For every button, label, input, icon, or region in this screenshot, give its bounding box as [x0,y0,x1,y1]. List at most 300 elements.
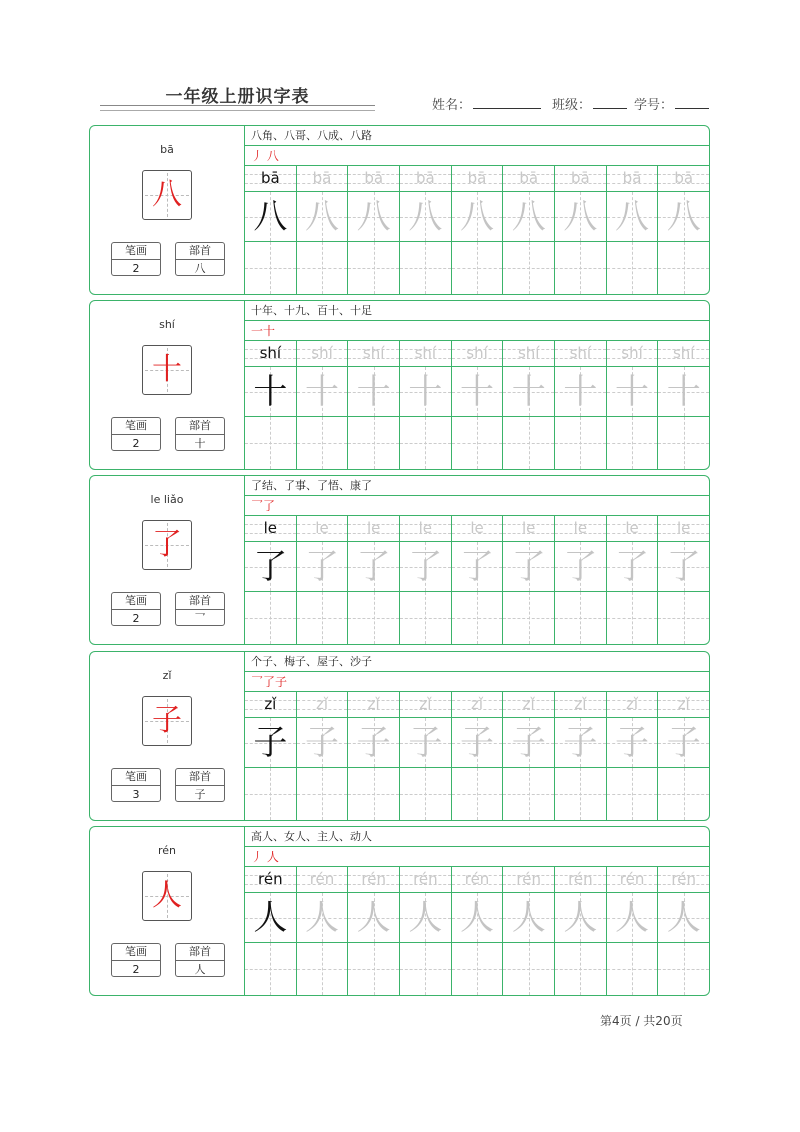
blank-writing-cell[interactable] [503,417,554,469]
practice-cell-trace[interactable] [452,166,504,294]
blank-writing-cell[interactable] [400,417,451,469]
practice-columns [245,692,709,820]
practice-cell-trace[interactable] [297,516,349,644]
pinyin-writing-cell[interactable] [607,341,658,367]
blank-writing-cell[interactable] [555,592,606,644]
blank-writing-cell[interactable] [658,768,709,820]
blank-writing-cell[interactable] [452,417,503,469]
pinyin-text: shí [362,344,385,362]
character-info-panel [90,301,245,469]
practice-cell-trace[interactable] [503,867,555,995]
character-writing-cell[interactable] [607,367,658,417]
pinyin-text: rén [413,870,438,888]
character-writing-cell[interactable] [555,542,606,592]
pinyin-writing-cell[interactable] [607,867,658,893]
name-field[interactable] [432,94,541,113]
blank-writing-cell[interactable] [555,943,606,995]
blank-writing-cell[interactable] [348,592,399,644]
student-id-label: 学号： [634,98,674,113]
page-indicator: 第4页 / 共20页 [600,1014,683,1028]
character-text: 子 [408,722,443,763]
blank-writing-cell[interactable] [348,943,399,995]
pinyin-text: zǐ [264,695,277,713]
practice-cell-trace[interactable] [348,341,400,469]
character-writing-cell[interactable] [348,542,399,592]
character-writing-cell[interactable] [503,893,554,943]
worksheet-header [0,0,800,120]
pinyin-writing-cell[interactable] [297,692,348,718]
character-text: 人 [408,897,443,938]
character-writing-cell[interactable] [503,718,554,768]
pinyin-writing-cell[interactable] [503,867,554,893]
practice-grid [245,301,709,469]
character-writing-cell[interactable] [555,718,606,768]
pinyin-writing-cell[interactable] [607,516,658,542]
blank-writing-cell[interactable] [297,592,348,644]
character-text: 了 [253,546,288,587]
character-text: 子 [356,722,391,763]
character-text: 子 [460,722,495,763]
character-writing-cell[interactable] [658,367,709,417]
blank-writing-cell[interactable] [452,943,503,995]
example-words: 高人、女人、主人、动人 [245,827,709,847]
character-writing-cell[interactable] [297,542,348,592]
pinyin-text: zǐ [419,695,432,713]
practice-cell-trace[interactable] [503,692,555,820]
character-writing-cell[interactable] [245,542,296,592]
character-writing-cell[interactable] [607,542,658,592]
pinyin-writing-cell[interactable] [555,516,606,542]
character-text: 八 [356,196,391,237]
blank-writing-cell[interactable] [503,242,554,294]
pinyin-text: zǐ [522,695,535,713]
blank-writing-cell[interactable] [555,417,606,469]
character-text: 子 [511,722,546,763]
stroke-count-label: 笔画 [112,243,160,260]
character-text: 八 [253,196,288,237]
character-text: 了 [305,546,339,587]
practice-cell-trace[interactable] [503,166,555,294]
character-writing-cell[interactable] [297,718,348,768]
practice-cell-model[interactable] [245,341,297,469]
blank-writing-cell[interactable] [245,943,296,995]
blank-writing-cell[interactable] [607,592,658,644]
pinyin-writing-cell[interactable] [555,867,606,893]
character-display-box [142,170,192,220]
pinyin-text: le [366,519,381,537]
blank-writing-cell[interactable] [400,768,451,820]
character-text: 人 [305,897,339,938]
blank-writing-cell[interactable] [503,943,554,995]
stroke-order: 一十 [245,321,709,341]
student-id-blank[interactable] [675,96,709,109]
practice-cell-trace[interactable] [348,867,400,995]
pinyin-text: rén [671,870,696,888]
character-writing-cell[interactable] [348,367,399,417]
blank-writing-cell[interactable] [297,242,348,294]
pinyin-writing-cell[interactable] [348,341,399,367]
practice-cell-trace[interactable] [607,867,659,995]
pinyin-writing-cell[interactable] [245,341,296,367]
blank-writing-cell[interactable] [503,592,554,644]
practice-cell-trace[interactable] [400,341,452,469]
pinyin-writing-cell[interactable] [297,516,348,542]
pinyin-text: le [418,519,433,537]
practice-cell-trace[interactable] [503,341,555,469]
character-info-panel [90,827,245,995]
stroke-count-box [111,592,161,626]
pinyin-writing-cell[interactable] [245,867,296,893]
pinyin-writing-cell[interactable] [245,516,296,542]
character-writing-cell[interactable] [555,192,606,242]
character-text: 八 [511,196,546,237]
practice-cell-trace[interactable] [555,867,607,995]
name-label: 姓名： [432,98,472,113]
pinyin-text: shí [621,344,643,362]
practice-cell-trace[interactable] [348,692,400,820]
practice-cell-trace[interactable] [297,867,349,995]
character-card [89,475,710,645]
stroke-count-label: 笔画 [112,418,160,435]
practice-cell-trace[interactable] [400,692,452,820]
character-text: 十 [408,371,443,412]
blank-writing-cell[interactable] [452,242,503,294]
pinyin-writing-cell[interactable] [503,166,554,192]
pinyin-text: zǐ [626,695,639,713]
practice-grid [245,652,709,820]
character-writing-cell[interactable] [503,192,554,242]
blank-writing-cell[interactable] [452,592,503,644]
character-text: 十 [511,371,546,412]
blank-writing-cell[interactable] [607,943,658,995]
blank-writing-cell[interactable] [245,592,296,644]
pinyin-writing-cell[interactable] [607,166,658,192]
pinyin-writing-cell[interactable] [658,341,709,367]
blank-writing-cell[interactable] [452,768,503,820]
character-writing-cell[interactable] [607,192,658,242]
blank-writing-cell[interactable] [555,768,606,820]
character-writing-cell[interactable] [245,192,296,242]
character-text: 人 [511,897,546,938]
practice-cell-trace[interactable] [400,867,452,995]
character-text: 十 [253,371,288,412]
pinyin-writing-cell[interactable] [607,692,658,718]
practice-columns [245,867,709,995]
character-writing-cell[interactable] [658,192,709,242]
blank-writing-cell[interactable] [245,242,296,294]
character-writing-cell[interactable] [297,367,348,417]
practice-cell-trace[interactable] [555,341,607,469]
practice-cell-trace[interactable] [297,166,349,294]
stroke-count-label: 笔画 [112,944,160,961]
stroke-count-value: 2 [132,612,140,625]
character-text: 了 [460,546,495,587]
pinyin-writing-cell[interactable] [348,867,399,893]
example-words: 个子、梅子、屋子、沙子 [245,652,709,672]
character-text: 子 [305,722,339,763]
stroke-order: 乛了 [245,496,709,516]
character-writing-cell[interactable] [348,192,399,242]
blank-writing-cell[interactable] [348,768,399,820]
class-field[interactable] [552,94,627,113]
blank-writing-cell[interactable] [503,768,554,820]
pinyin-writing-cell[interactable] [297,867,348,893]
practice-cell-trace[interactable] [555,516,607,644]
pinyin-text: rén [464,870,490,888]
pinyin-writing-cell[interactable] [400,867,451,893]
blank-writing-cell[interactable] [658,943,709,995]
pinyin-writing-cell[interactable] [658,166,709,192]
character-text: 人 [460,897,495,938]
character-writing-cell[interactable] [348,718,399,768]
character-info-panel [90,126,245,294]
radical-label: 部首 [176,593,224,610]
practice-grid [245,126,709,294]
character-writing-cell[interactable] [607,718,658,768]
pinyin-writing-cell[interactable] [297,166,348,192]
practice-cell-trace[interactable] [503,516,555,644]
practice-grid [245,827,709,995]
stroke-count-value: 2 [132,262,140,275]
character-text: 人 [615,897,650,938]
pinyin-text: zǐ [471,695,484,713]
stroke-count-box [111,943,161,977]
character-writing-cell[interactable] [555,893,606,943]
character-card [89,300,710,470]
practice-cell-trace[interactable] [452,867,504,995]
radical-box [175,242,225,276]
pinyin-writing-cell[interactable] [245,692,296,718]
student-id-field[interactable] [634,94,709,113]
character-writing-cell[interactable] [245,367,296,417]
character-writing-cell[interactable] [503,542,554,592]
blank-writing-cell[interactable] [245,768,296,820]
practice-cell-model[interactable] [245,516,297,644]
character-pinyin: shí [159,318,175,331]
pinyin-text: bā [467,169,487,187]
character-writing-cell[interactable] [245,893,296,943]
practice-cell-trace[interactable] [658,692,709,820]
practice-cell-trace[interactable] [607,341,659,469]
blank-writing-cell[interactable] [400,592,451,644]
pinyin-writing-cell[interactable] [658,692,709,718]
practice-cell-trace[interactable] [348,516,400,644]
practice-cell-model[interactable] [245,692,297,820]
character-writing-cell[interactable] [658,893,709,943]
character-pinyin: le liǎo [150,493,184,506]
practice-cell-trace[interactable] [452,516,504,644]
pinyin-writing-cell[interactable] [658,516,709,542]
blank-writing-cell[interactable] [607,242,658,294]
character-writing-cell[interactable] [452,192,503,242]
radical-box [175,417,225,451]
character-text: 十 [666,371,701,412]
radical-value: 八 [194,262,206,275]
pinyin-writing-cell[interactable] [503,692,554,718]
character-text: 子 [615,722,650,763]
pinyin-text: rén [568,870,593,888]
pinyin-writing-cell[interactable] [348,692,399,718]
radical-value: 十 [194,437,206,450]
character-writing-cell[interactable] [297,192,348,242]
pinyin-writing-cell[interactable] [245,166,296,192]
pinyin-text: le [521,519,536,537]
pinyin-text: zǐ [677,695,690,713]
pinyin-writing-cell[interactable] [503,341,554,367]
practice-cell-trace[interactable] [607,692,659,820]
pinyin-text: le [315,519,329,537]
character-writing-cell[interactable] [503,367,554,417]
blank-writing-cell[interactable] [400,242,451,294]
pinyin-writing-cell[interactable] [348,516,399,542]
character-text: 八 [305,196,339,237]
example-words: 八角、八哥、八成、八路 [245,126,709,146]
character-writing-cell[interactable] [400,718,451,768]
practice-cell-trace[interactable] [658,867,709,995]
character-display: 了 [152,527,182,562]
stroke-count-box [111,768,161,802]
practice-cell-trace[interactable] [400,516,452,644]
character-text: 十 [563,371,598,412]
pinyin-writing-cell[interactable] [400,166,451,192]
blank-writing-cell[interactable] [658,417,709,469]
name-blank[interactable] [473,96,541,109]
character-card [89,125,710,295]
practice-columns [245,516,709,644]
character-text: 人 [666,897,701,938]
pinyin-writing-cell[interactable] [297,341,348,367]
pinyin-writing-cell[interactable] [452,341,503,367]
pinyin-writing-cell[interactable] [555,341,606,367]
character-writing-cell[interactable] [452,893,503,943]
character-writing-cell[interactable] [400,542,451,592]
character-text: 十 [615,371,650,412]
page-title: 一年级上册识字表 [165,87,310,107]
character-writing-cell[interactable] [452,718,503,768]
blank-writing-cell[interactable] [400,943,451,995]
character-text: 子 [666,722,701,763]
blank-writing-cell[interactable] [297,417,348,469]
character-display: 子 [152,703,182,738]
radical-box [175,943,225,977]
class-blank[interactable] [593,96,627,109]
blank-writing-cell[interactable] [607,768,658,820]
pinyin-text: bā [571,169,590,187]
practice-cell-model[interactable] [245,166,297,294]
pinyin-text: rén [516,870,541,888]
stroke-order: 丿 人 [245,847,709,867]
pinyin-text: shí [517,344,540,362]
character-writing-cell[interactable] [400,367,451,417]
blank-writing-cell[interactable] [658,242,709,294]
radical-label: 部首 [176,418,224,435]
blank-writing-cell[interactable] [555,242,606,294]
pinyin-text: le [263,519,278,537]
practice-cell-trace[interactable] [348,166,400,294]
practice-cell-trace[interactable] [400,166,452,294]
character-text: 了 [511,546,546,587]
pinyin-text: shí [311,344,333,362]
pinyin-writing-cell[interactable] [400,692,451,718]
pinyin-writing-cell[interactable] [400,516,451,542]
radical-value: 子 [194,788,206,801]
practice-cell-trace[interactable] [607,516,659,644]
character-writing-cell[interactable] [400,192,451,242]
pinyin-text: le [470,519,484,537]
practice-cell-trace[interactable] [297,341,349,469]
pinyin-writing-cell[interactable] [452,692,503,718]
character-writing-cell[interactable] [658,542,709,592]
character-writing-cell[interactable] [658,718,709,768]
practice-cell-trace[interactable] [452,692,504,820]
practice-cell-trace[interactable] [452,341,504,469]
character-text: 子 [253,722,288,763]
pinyin-text: bā [260,169,280,187]
character-text: 了 [615,546,650,587]
practice-cell-trace[interactable] [658,516,709,644]
blank-writing-cell[interactable] [348,242,399,294]
pinyin-writing-cell[interactable] [452,867,503,893]
character-writing-cell[interactable] [452,542,503,592]
blank-writing-cell[interactable] [607,417,658,469]
character-pinyin: zǐ [162,669,172,682]
pinyin-text: shí [414,344,437,362]
pinyin-writing-cell[interactable] [348,166,399,192]
practice-cell-trace[interactable] [555,692,607,820]
stroke-count-value: 3 [132,788,140,801]
pinyin-writing-cell[interactable] [658,867,709,893]
practice-cell-trace[interactable] [658,341,709,469]
character-text: 八 [408,196,443,237]
character-writing-cell[interactable] [400,893,451,943]
blank-writing-cell[interactable] [348,417,399,469]
pinyin-writing-cell[interactable] [555,166,606,192]
pinyin-text: shí [466,344,488,362]
pinyin-writing-cell[interactable] [452,166,503,192]
character-writing-cell[interactable] [245,718,296,768]
title-underline [100,105,375,106]
character-writing-cell[interactable] [348,893,399,943]
practice-cell-trace[interactable] [607,166,659,294]
character-writing-cell[interactable] [607,893,658,943]
practice-cell-trace[interactable] [658,166,709,294]
pinyin-text: le [677,519,691,537]
practice-cell-trace[interactable] [555,166,607,294]
radical-value: 乛 [194,612,206,625]
pinyin-writing-cell[interactable] [452,516,503,542]
character-pinyin: bā [160,143,174,156]
pinyin-writing-cell[interactable] [503,516,554,542]
blank-writing-cell[interactable] [245,417,296,469]
character-text: 了 [563,546,598,587]
practice-cell-model[interactable] [245,867,297,995]
character-text: 子 [563,722,598,763]
pinyin-writing-cell[interactable] [555,692,606,718]
stroke-order: 丿 八 [245,146,709,166]
blank-writing-cell[interactable] [297,943,348,995]
character-display-box [142,345,192,395]
character-writing-cell[interactable] [452,367,503,417]
pinyin-text: bā [622,169,642,187]
blank-writing-cell[interactable] [658,592,709,644]
character-card [89,651,710,821]
practice-cell-trace[interactable] [297,692,349,820]
character-writing-cell[interactable] [555,367,606,417]
character-writing-cell[interactable] [297,893,348,943]
pinyin-writing-cell[interactable] [400,341,451,367]
character-text: 人 [563,897,598,938]
blank-writing-cell[interactable] [297,768,348,820]
